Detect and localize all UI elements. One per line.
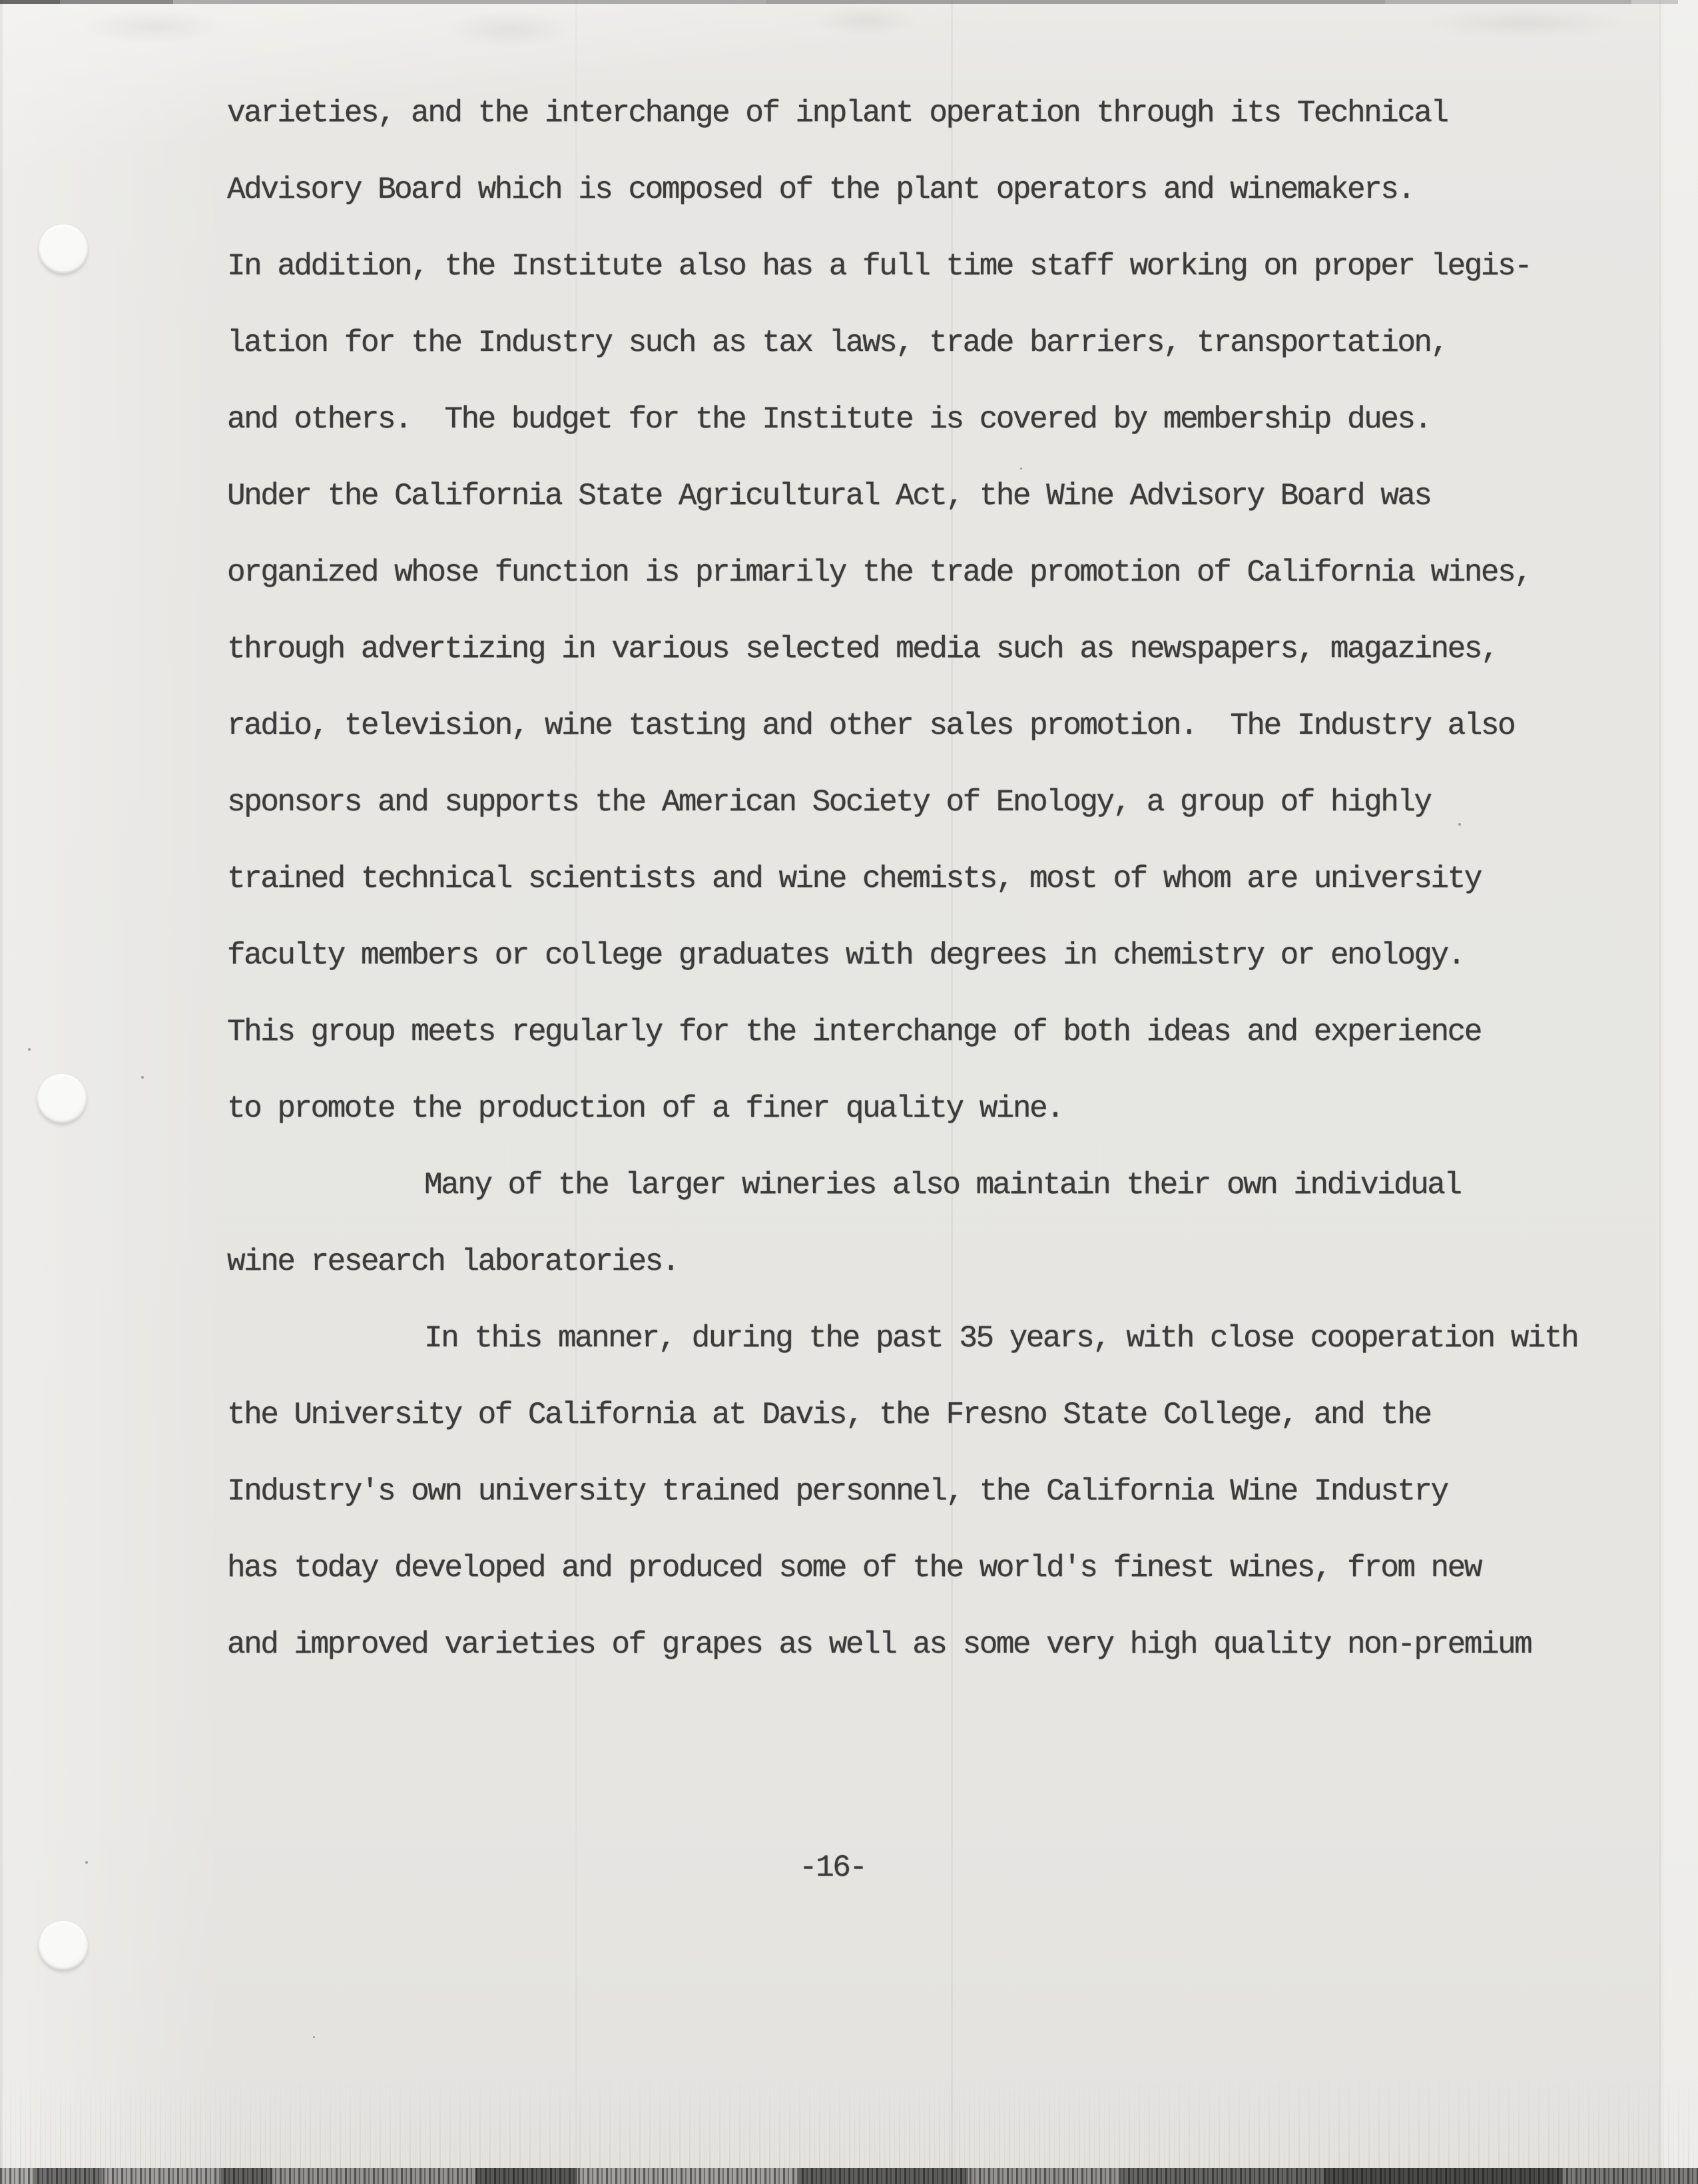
typed-text-block: [227, 75, 1592, 1683]
text-line: In this manner, during the past 35 years, with close cooperation with: [424, 1321, 1578, 1356]
smudge: [80, 9, 226, 44]
text-line: organized whose function is primarily the trade promotion of California wines,: [227, 555, 1532, 590]
smudge: [812, 5, 919, 36]
text-line: has today developed and produced some of the world's finest wines, from new: [227, 1551, 1481, 1585]
text-line: and improved varieties of grapes as well as some very high quality non-premium: [227, 1627, 1532, 1662]
punch-hole-bottom: [39, 1921, 88, 1970]
smudge: [1425, 7, 1625, 40]
text-line: sponsors and supports the American Society of Enology, a group of highly: [227, 785, 1431, 820]
scan-top-edge: [0, 0, 1698, 4]
text-line: varieties, and the interchange of inplant operation through its Technical: [227, 96, 1448, 131]
text-line: to promote the production of a finer quality wine.: [227, 1091, 1063, 1126]
punch-hole-middle: [37, 1074, 87, 1123]
text-line: Advisory Board which is composed of the plant operators and winemakers.: [227, 172, 1414, 207]
speck: [85, 1861, 88, 1864]
speck: [28, 1048, 31, 1051]
text-line: wine research laboratories.: [227, 1244, 679, 1279]
smudge: [446, 11, 573, 48]
text-line: faculty members or college graduates with degrees in chemistry or enology.: [227, 938, 1464, 973]
page-number: -16-: [799, 1850, 866, 1885]
scan-bottom-streaks: [0, 2075, 1698, 2168]
punch-hole-top: [39, 224, 88, 274]
text-line: Many of the larger wineries also maintain their own individual: [424, 1168, 1461, 1203]
text-line: In addition, the Institute also has a full time staff working on proper legis-: [227, 249, 1532, 284]
scan-right-edge-line: [1659, 0, 1661, 2184]
text-line: trained technical scientists and wine chemists, most of whom are university: [227, 862, 1481, 896]
text-line: lation for the Industry such as tax laws, trade barriers, transportation,: [227, 326, 1448, 360]
text-line: Industry's own university trained personnel, the California Wine Industry: [227, 1474, 1448, 1509]
text-line: through advertizing in various selected media such as newspapers, magazines,: [227, 632, 1498, 667]
scan-bottom-edge: [0, 2168, 1698, 2184]
text-line: This group meets regularly for the interchange of both ideas and experience: [227, 1015, 1481, 1049]
speck: [141, 1076, 144, 1079]
scan-left-edge: [0, 0, 3, 2184]
speck: [313, 2036, 315, 2038]
text-line: radio, television, wine tasting and other sales promotion. The Industry also: [227, 708, 1515, 743]
text-line: Under the California State Agricultural Act, the Wine Advisory Board was: [227, 479, 1431, 513]
text-line: the University of California at Davis, the Fresno State College, and the: [227, 1398, 1431, 1432]
text-line: and others. The budget for the Institute is covered by membership dues.: [227, 402, 1431, 437]
